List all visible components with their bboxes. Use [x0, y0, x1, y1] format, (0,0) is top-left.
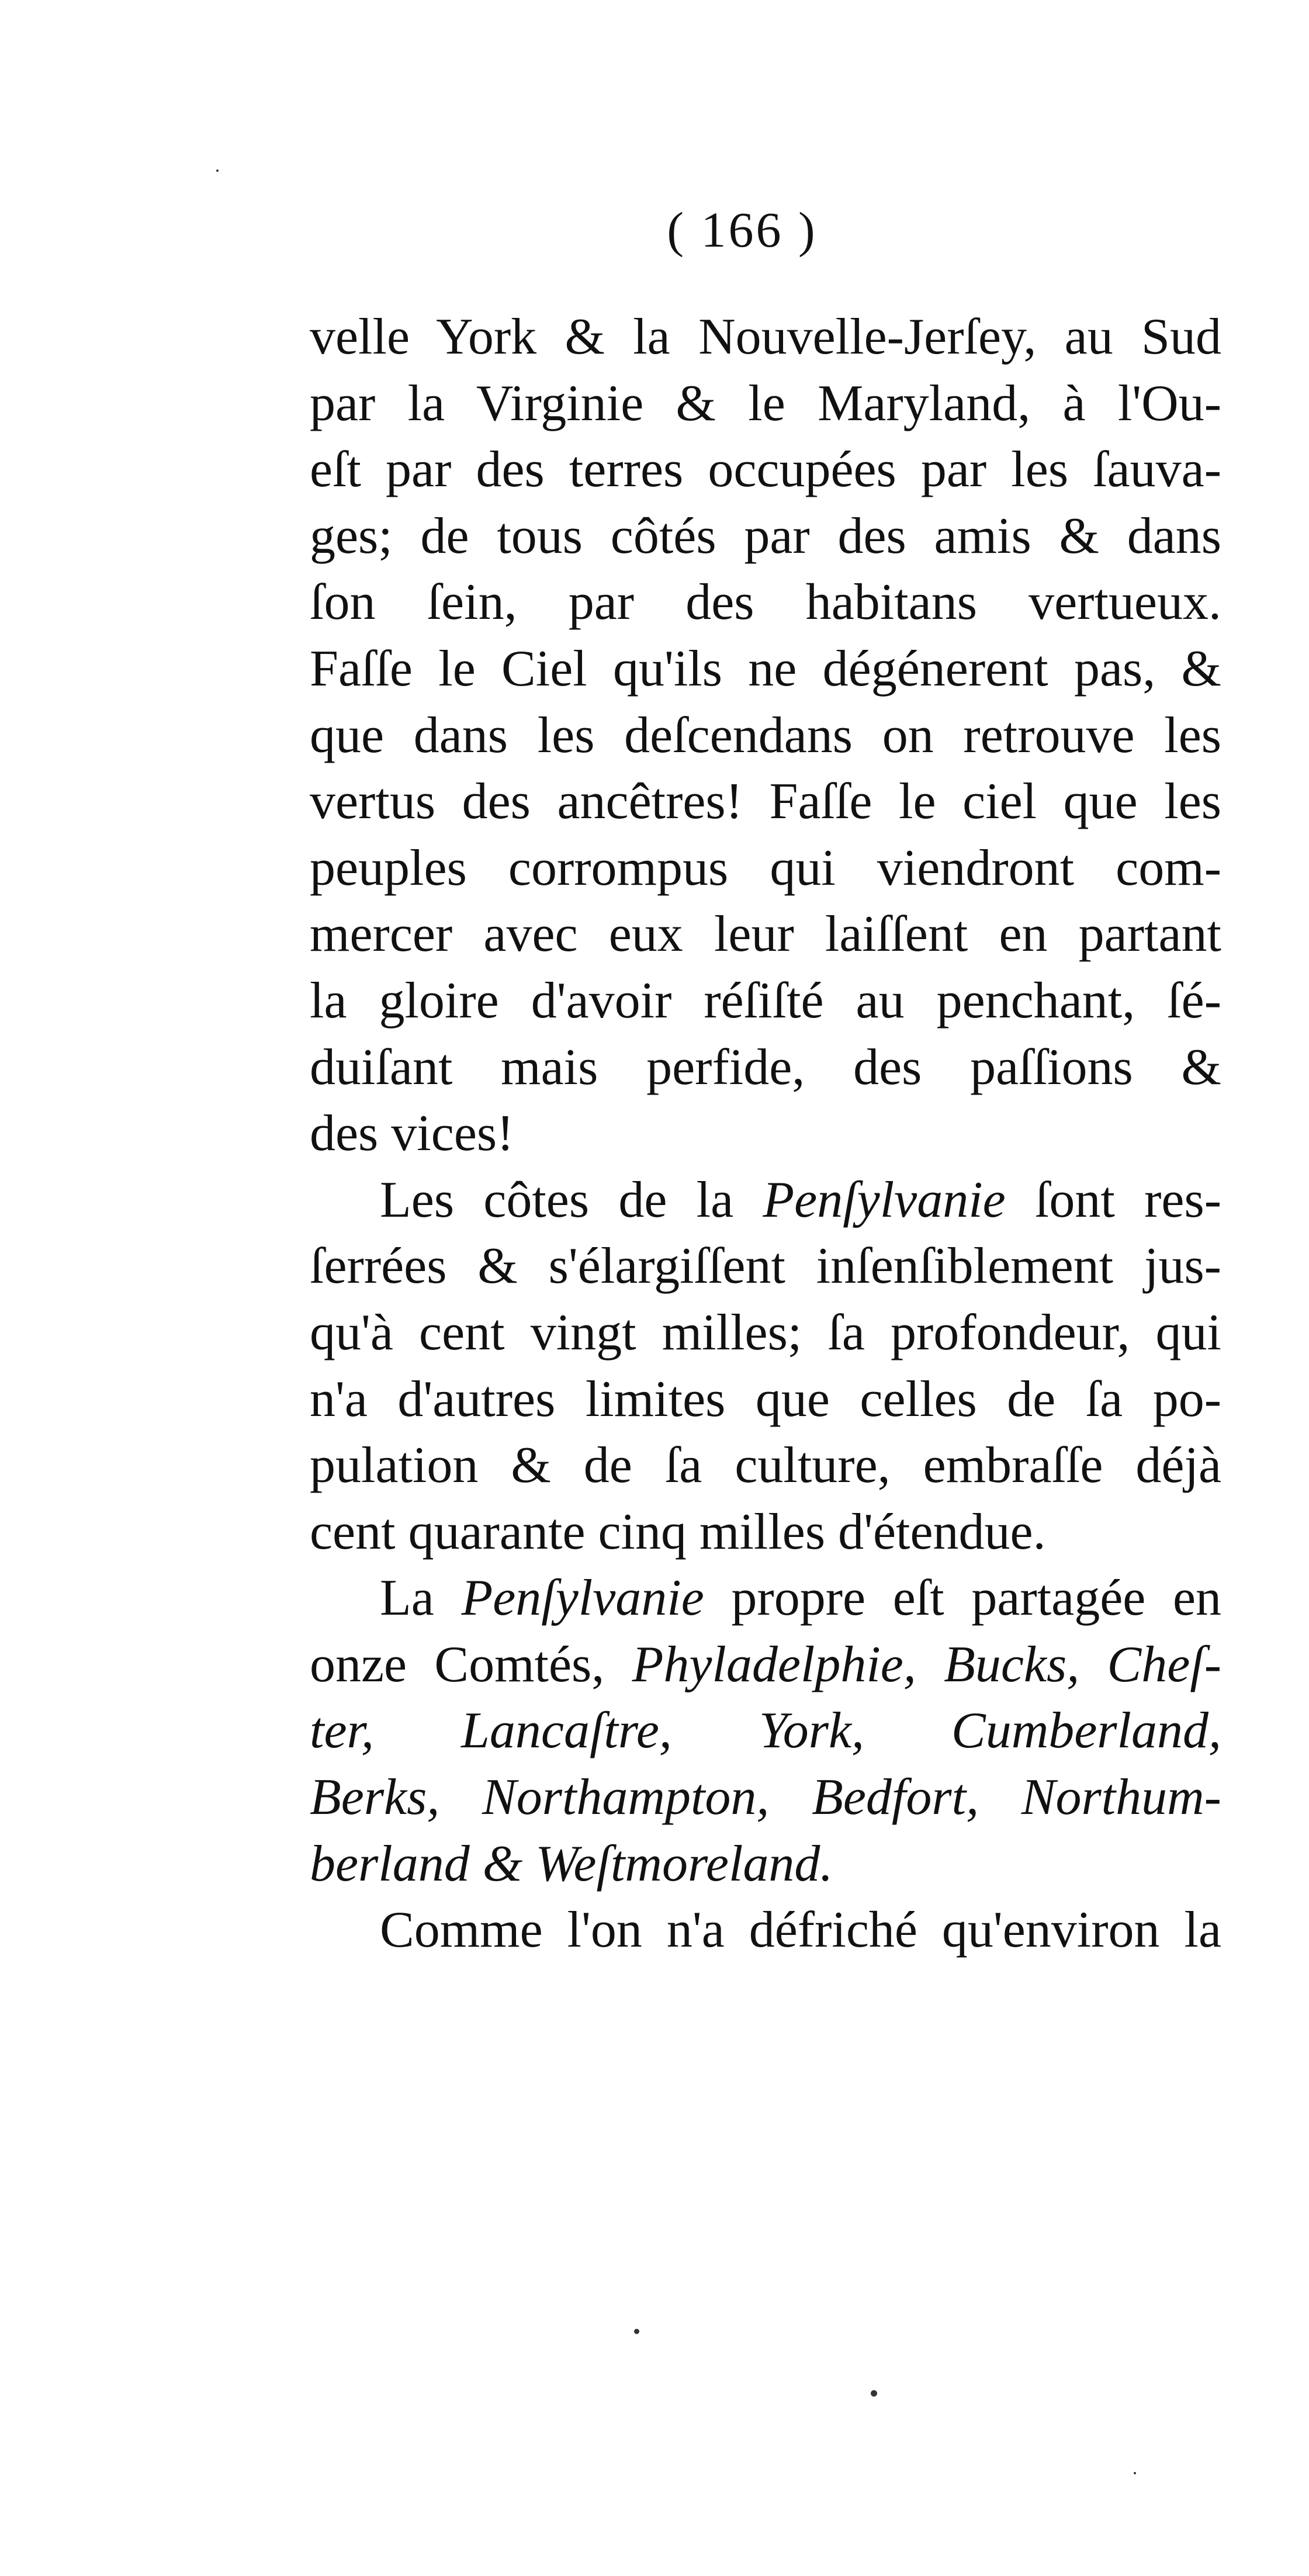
- text-line: peuples corrompus qui viendront com-: [310, 839, 1221, 896]
- scan-speck: [1134, 2472, 1136, 2474]
- paragraph-2: [310, 1167, 1221, 1566]
- scan-speck: [216, 169, 219, 172]
- paragraph-3: [310, 1565, 1221, 1897]
- text-line: duiſant mais perfide, des paſſions &: [310, 1038, 1221, 1096]
- text-line: Les côtes de la Penſylvanie ſont res-: [380, 1171, 1221, 1228]
- text-line: par la Virginie & le Maryland, à l'Ou-: [310, 375, 1221, 432]
- page-number: ( 166 ): [667, 202, 818, 258]
- text-line: n'a d'autres limites que celles de ſa po-: [310, 1370, 1221, 1428]
- text-line: mercer avec eux leur laiſſent en partant: [310, 906, 1221, 963]
- text-line: que dans les deſcendans on retrouve les: [310, 707, 1221, 764]
- text-line: des vices!: [310, 1105, 514, 1162]
- italic-county-names: ter, Lancaſtre, York, Cumberland,: [310, 1702, 1221, 1760]
- text-line: onze Comtés, Phyladelphie, Bucks, Cheſ-: [310, 1636, 1222, 1693]
- scan-speck: [871, 2390, 877, 2397]
- text-line: Faſſe le Ciel qu'ils ne dégénerent pas, &: [310, 640, 1221, 697]
- text-line: Comme l'on n'a défriché qu'environ la: [380, 1902, 1221, 1959]
- text-line: cent quarante cinq milles d'étendue.: [310, 1503, 1046, 1560]
- paragraph-1: [310, 304, 1221, 1167]
- text-line: [310, 1764, 1221, 1831]
- text-line: la gloire d'avoir réſiſté au penchant, ſé-: [310, 972, 1221, 1029]
- italic-county-names: Phyladelphie, Bucks, Cheſ-: [632, 1636, 1222, 1693]
- text-line: velle York & la Nouvelle-Jerſey, au Sud: [310, 309, 1221, 365]
- text-line: La Penſylvanie propre eſt partagée en: [380, 1570, 1222, 1627]
- body-text: [310, 304, 1221, 1964]
- italic-place-name: Penſylvanie: [461, 1570, 704, 1627]
- text-line: vertus des ancêtres! Faſſe le ciel que les: [310, 773, 1221, 830]
- text-line: pulation & de ſa culture, embraſſe déjà: [310, 1437, 1221, 1494]
- scan-speck: [634, 2329, 639, 2334]
- text-line: [310, 1698, 1221, 1764]
- text-line: [310, 1831, 1221, 1898]
- text-line: ſerrées & s'élargiſſent inſenſiblement jus-: [310, 1238, 1221, 1295]
- text-line: eſt par des terres occupées par les ſauva-: [310, 441, 1221, 498]
- text-line: ges; de tous côtés par des amis & dans: [310, 507, 1221, 565]
- italic-county-names: berland & Weſtmoreland.: [310, 1835, 833, 1892]
- paragraph-4: [310, 1897, 1221, 1964]
- text-line: qu'à cent vingt milles; ſa profondeur, qui: [310, 1304, 1221, 1361]
- italic-place-name: Penſylvanie: [763, 1171, 1006, 1228]
- italic-county-names: Berks, Northampton, Bedfort, Northum-: [310, 1769, 1221, 1826]
- text-line: ſon ſein, par des habitans vertueux.: [310, 574, 1221, 631]
